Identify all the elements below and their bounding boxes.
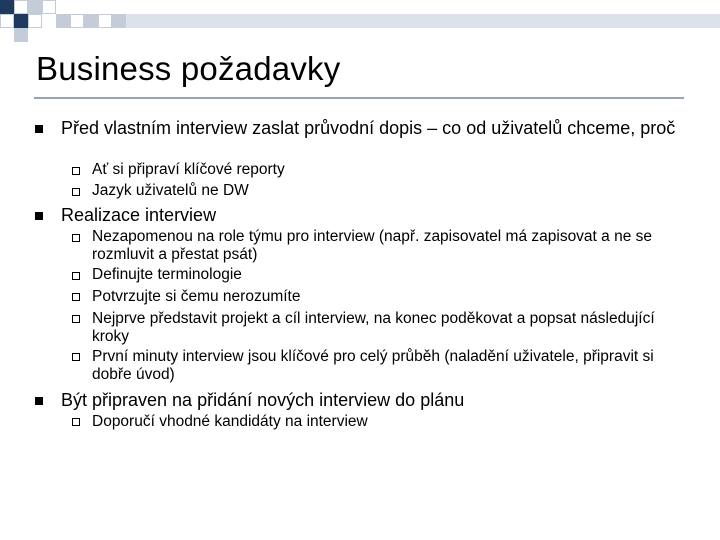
square-bullet-icon [35,212,43,220]
square-bullet-icon [35,397,43,405]
hollow-square-bullet-icon [72,272,80,280]
deco-strip [126,14,720,28]
sub-bullet-text: Doporučí vhodné kandidáty na interview [92,413,368,430]
deco-square [14,0,28,14]
sub-bullet-text: Nezapomenou na role týmu pro interview (např. zapisovatel má zapisovat a ne se rozmluvit a přestat psát) [92,228,653,263]
hollow-square-bullet-icon [72,188,80,196]
hollow-square-bullet-icon [72,293,80,301]
sub-bullet-text: Potvrzujte si čemu nerozumíte [92,288,301,305]
square-bullet-icon [35,125,43,133]
sub-bullet-text: Jazyk uživatelů ne DW [92,182,249,199]
hollow-square-bullet-icon [72,418,80,426]
sub-bullet-text: Definujte terminologie [92,266,242,283]
deco-square [56,14,70,28]
bullet-text: Realizace interview [61,205,217,225]
slide-title: Business požadavky [36,50,341,87]
sub-bullet-text: Ať si připraví klíčové reporty [92,161,285,178]
hollow-square-bullet-icon [72,234,80,242]
deco-square [0,0,14,14]
bullet-text: Před vlastním interview zaslat průvodní dopis – co od uživatelů chceme, proč [61,118,676,138]
deco-square [14,28,28,42]
hollow-square-bullet-icon [72,315,80,323]
deco-square [70,14,84,28]
hollow-square-bullet-icon [72,167,80,175]
deco-square [84,14,98,28]
bullet-text: Být připraven na přidání nových interview do plánu [61,390,465,410]
title-divider [34,97,684,99]
deco-square [112,14,126,28]
sub-bullet-text: První minuty interview jsou klíčové pro celý průběh (naladění uživatele, připravit si dobře úvod) [92,348,654,383]
sub-bullet-text: Nejprve představit projekt a cíl interview, na konec poděkovat a popsat následující kroky [92,310,655,345]
deco-square [28,14,42,28]
deco-square [98,14,112,28]
deco-square [0,14,14,28]
deco-square [42,0,56,14]
hollow-square-bullet-icon [72,353,80,361]
deco-square [28,0,42,14]
deco-square [14,14,28,28]
